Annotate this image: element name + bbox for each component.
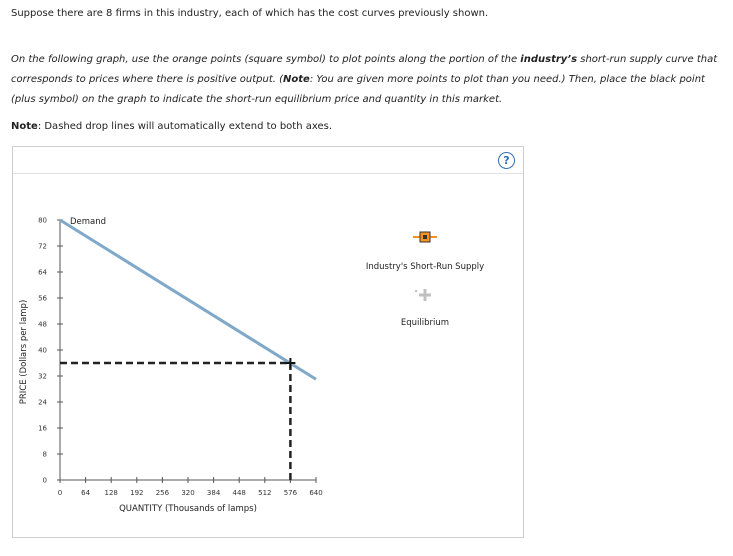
y-tick-label: 56	[38, 294, 47, 303]
y-axis	[38, 217, 63, 485]
x-tick-label: 512	[258, 489, 272, 497]
y-tick-label: 64	[38, 268, 47, 277]
y-tick-label: 24	[38, 398, 47, 407]
demand-label: Demand	[70, 217, 107, 227]
x-tick-label: 128	[104, 489, 118, 497]
y-tick-label: 48	[38, 320, 47, 329]
x-tick-label: 64	[81, 489, 91, 497]
x-tick-label: 320	[181, 489, 195, 497]
note-label: Note	[11, 121, 38, 132]
instructions-part: : You are given more points to plot than you need.) Then, place the black point (plus symbol) on the graph to indicate the short-run equilibrium price and quantity in this market.	[11, 74, 705, 105]
x-tick-label: 576	[283, 489, 298, 497]
y-tick-label: 16	[38, 424, 47, 433]
y-axis-title: PRICE (Dollars per lamp)	[19, 299, 29, 405]
intro-text: Suppose there are 8 firms in this industry, each of which has the cost curves previously shown.	[11, 8, 489, 19]
instructions-note-label: Note	[283, 74, 310, 85]
x-tick-label: 384	[206, 489, 221, 497]
legend-equilibrium-label: Equilibrium	[400, 318, 450, 328]
x-tick-label: 0	[57, 489, 63, 497]
equilibrium-tool-icon[interactable]	[415, 289, 431, 301]
help-icon[interactable]: ?	[498, 152, 515, 169]
y-tick-label: 8	[42, 450, 47, 459]
y-tick-label: 40	[38, 346, 47, 355]
equilibrium-drop-lines	[60, 363, 290, 480]
y-tick-label: 72	[38, 242, 47, 251]
legend	[366, 232, 484, 328]
instructions-part: On the following graph, use the orange points (square symbol) to plot points along the portion of the	[11, 54, 521, 65]
y-tick-label: 32	[38, 372, 47, 381]
x-tick-label: 640	[309, 489, 323, 497]
supply-tool-icon[interactable]	[413, 232, 437, 242]
x-tick-label: 256	[155, 489, 170, 497]
y-tick-label: 80	[38, 216, 47, 225]
y-tick-label: 0	[42, 476, 47, 485]
x-tick-label: 448	[232, 489, 246, 497]
instructions-emphasis: industry’s	[520, 54, 578, 65]
x-tick-label: 192	[130, 489, 144, 497]
instructions-part: short-run supply curve that corresponds to prices where there is positive output. (	[11, 54, 718, 85]
x-axis-title: QUANTITY (Thousands of lamps)	[119, 504, 257, 514]
legend-supply-label: Industry's Short-Run Supply	[365, 262, 485, 272]
note-body: : Dashed drop lines will automatically extend to both axes.	[37, 121, 333, 132]
demand-curve[interactable]	[60, 220, 316, 379]
